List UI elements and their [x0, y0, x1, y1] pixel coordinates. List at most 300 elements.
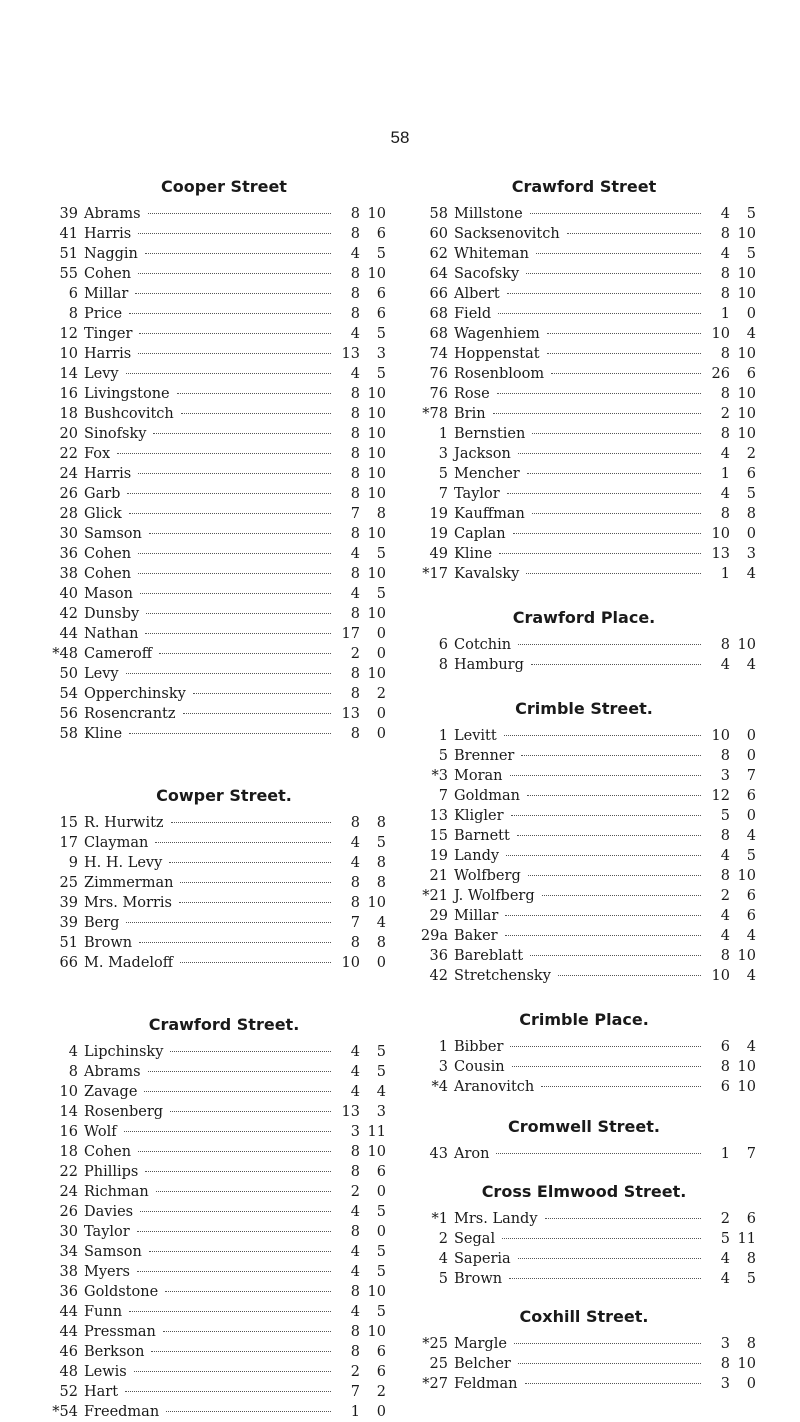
list-item — [412, 1229, 756, 1249]
dot-leader — [506, 855, 701, 856]
resident-name: Cousin — [454, 1059, 505, 1075]
house-number: *3 — [431, 768, 448, 784]
list-item — [42, 364, 386, 384]
house-number: 44 — [59, 1304, 78, 1320]
dot-leader — [129, 1311, 331, 1312]
value-major: 1 — [720, 1146, 730, 1162]
dot-leader — [117, 453, 331, 454]
resident-name: Lipchinsky — [84, 1044, 164, 1060]
resident-name: Caplan — [454, 526, 506, 542]
resident-name: Whiteman — [454, 246, 530, 262]
value-minor: 10 — [367, 446, 386, 462]
house-number: *4 — [431, 1079, 448, 1095]
section-coxhill-street — [412, 1305, 756, 1394]
resident-name: Cohen — [84, 266, 132, 282]
dot-leader — [527, 473, 701, 474]
dot-leader — [493, 413, 701, 414]
resident-name: Fox — [84, 446, 111, 462]
house-number: 76 — [429, 366, 448, 382]
value-major: 4 — [350, 326, 360, 342]
list-item — [42, 684, 386, 704]
value-minor: 10 — [367, 895, 386, 911]
value-minor: 3 — [376, 346, 386, 362]
house-number: 36 — [59, 1284, 78, 1300]
resident-name: Hoppenstat — [454, 346, 540, 362]
resident-name: Cohen — [84, 1144, 132, 1160]
dot-leader — [129, 313, 331, 314]
list-item — [412, 524, 756, 544]
list-item — [42, 464, 386, 484]
dot-leader — [146, 613, 331, 614]
value-minor: 4 — [746, 326, 756, 342]
resident-name: Cameroff — [84, 646, 153, 662]
value-major: 8 — [350, 1324, 360, 1340]
dot-leader — [526, 273, 701, 274]
resident-name: Naggin — [84, 246, 138, 262]
value-major: 3 — [720, 1376, 730, 1392]
list-item — [42, 524, 386, 544]
section-cowper-street — [42, 784, 386, 973]
house-number: 29 — [429, 908, 448, 924]
resident-name: Clayman — [84, 835, 149, 851]
value-minor: 6 — [376, 226, 386, 242]
house-number: 3 — [438, 446, 448, 462]
list-item — [42, 324, 386, 344]
house-number: 1 — [438, 426, 448, 442]
house-number: 8 — [438, 657, 448, 673]
house-number: 9 — [68, 855, 78, 871]
value-major: 4 — [350, 366, 360, 382]
value-minor: 5 — [376, 835, 386, 851]
resident-name: Nathan — [84, 626, 139, 642]
value-minor: 5 — [746, 1271, 756, 1287]
dot-leader — [518, 644, 701, 645]
resident-name: Albert — [454, 286, 500, 302]
dot-leader — [163, 1331, 331, 1332]
dot-leader — [156, 1191, 331, 1192]
dot-leader — [513, 533, 701, 534]
list-item — [412, 1144, 756, 1164]
house-number: 6 — [438, 637, 448, 653]
resident-name: Lewis — [84, 1364, 127, 1380]
value-major: 8 — [350, 446, 360, 462]
value-major: 8 — [720, 286, 730, 302]
house-number: 10 — [59, 346, 78, 362]
dot-leader — [510, 775, 702, 776]
value-minor: 0 — [746, 526, 756, 542]
resident-name: Samson — [84, 526, 142, 542]
dot-leader — [177, 393, 331, 394]
list-item — [412, 826, 756, 846]
house-number: 30 — [59, 526, 78, 542]
value-minor: 10 — [737, 426, 756, 442]
dot-leader — [124, 1131, 331, 1132]
resident-name: Millar — [454, 908, 499, 924]
house-number: 58 — [59, 726, 78, 742]
resident-name: Livingstone — [84, 386, 170, 402]
resident-name: Millar — [84, 286, 129, 302]
value-major: 4 — [350, 1244, 360, 1260]
list-item — [42, 1222, 386, 1242]
value-major: 13 — [341, 346, 360, 362]
dot-leader — [532, 433, 701, 434]
value-major: 10 — [711, 526, 730, 542]
list-item — [42, 1042, 386, 1062]
resident-name: Feldman — [454, 1376, 518, 1392]
list-item — [42, 704, 386, 724]
house-number: 21 — [429, 868, 448, 884]
value-major: 3 — [350, 1124, 360, 1140]
resident-name: Kline — [84, 726, 123, 742]
resident-name: Landy — [454, 848, 500, 864]
value-major: 8 — [350, 306, 360, 322]
value-major: 8 — [720, 266, 730, 282]
resident-name: R. Hurwitz — [84, 815, 164, 831]
resident-name: Sacksenovitch — [454, 226, 560, 242]
value-minor: 5 — [376, 366, 386, 382]
dot-leader — [497, 393, 701, 394]
value-minor: 6 — [746, 366, 756, 382]
house-number: 5 — [438, 748, 448, 764]
house-number: 66 — [429, 286, 448, 302]
dot-leader — [567, 233, 701, 234]
value-major: 8 — [350, 815, 360, 831]
list-item — [412, 635, 756, 655]
value-major: 7 — [350, 506, 360, 522]
list-item — [412, 404, 756, 424]
resident-name: Bareblatt — [454, 948, 524, 964]
list-item — [42, 604, 386, 624]
list-item — [412, 655, 756, 675]
house-number: 1 — [438, 728, 448, 744]
resident-name: M. Madeloff — [84, 955, 174, 971]
house-number: 26 — [59, 486, 78, 502]
resident-name: Wolf — [84, 1124, 117, 1140]
value-minor: 4 — [746, 928, 756, 944]
house-number: 36 — [429, 948, 448, 964]
value-minor: 0 — [376, 626, 386, 642]
section-cromwell-street — [412, 1115, 756, 1164]
section-title: Crimble Street. — [515, 699, 653, 718]
dot-leader — [170, 1111, 331, 1112]
dot-leader — [531, 664, 701, 665]
value-minor: 10 — [367, 406, 386, 422]
house-number: 38 — [59, 1264, 78, 1280]
resident-name: Hamburg — [454, 657, 524, 673]
dot-leader — [518, 1363, 701, 1364]
dot-leader — [180, 962, 331, 963]
house-number: 68 — [429, 306, 448, 322]
list-item — [42, 244, 386, 264]
dot-leader — [558, 975, 701, 976]
value-minor: 0 — [376, 706, 386, 722]
value-minor: 10 — [367, 666, 386, 682]
dot-leader — [125, 1391, 331, 1392]
resident-name: Opperchinsky — [84, 686, 186, 702]
house-number: 39 — [59, 206, 78, 222]
list-item — [42, 624, 386, 644]
value-minor: 7 — [746, 1146, 756, 1162]
value-minor: 0 — [376, 955, 386, 971]
value-minor: 5 — [376, 1264, 386, 1280]
value-major: 8 — [350, 875, 360, 891]
list-item — [412, 886, 756, 906]
house-number: *48 — [52, 646, 78, 662]
house-number: 74 — [429, 346, 448, 362]
resident-name: Zimmerman — [84, 875, 174, 891]
section-title: Crawford Street — [511, 177, 657, 196]
value-major: 8 — [350, 226, 360, 242]
value-major: 6 — [720, 1079, 730, 1095]
resident-name: Goldstone — [84, 1284, 159, 1300]
value-major: 5 — [720, 808, 730, 824]
house-number: 8 — [68, 306, 78, 322]
resident-name: Bushcovitch — [84, 406, 174, 422]
value-major: 8 — [720, 346, 730, 362]
value-minor: 10 — [367, 386, 386, 402]
resident-name: Funn — [84, 1304, 123, 1320]
resident-name: Harris — [84, 226, 132, 242]
list-item — [42, 404, 386, 424]
dot-leader — [138, 473, 331, 474]
section-crawford-street — [412, 175, 756, 584]
list-item — [412, 264, 756, 284]
list-item — [42, 1322, 386, 1342]
value-minor: 10 — [737, 868, 756, 884]
value-major: 5 — [720, 1231, 730, 1247]
house-number: 19 — [429, 526, 448, 542]
resident-name: Taylor — [454, 486, 500, 502]
resident-name: H. H. Levy — [84, 855, 163, 871]
dot-leader — [505, 915, 701, 916]
value-major: 8 — [350, 566, 360, 582]
value-minor: 5 — [746, 848, 756, 864]
dot-leader — [165, 1291, 331, 1292]
dot-leader — [151, 1351, 331, 1352]
list-item — [412, 484, 756, 504]
list-item — [412, 544, 756, 564]
section-crawford-place — [412, 606, 756, 675]
house-number: 56 — [59, 706, 78, 722]
value-major: 4 — [350, 1064, 360, 1080]
value-minor: 10 — [737, 386, 756, 402]
value-minor: 4 — [746, 566, 756, 582]
house-number: 26 — [59, 1204, 78, 1220]
resident-name: Dunsby — [84, 606, 140, 622]
resident-name: Levy — [84, 366, 119, 382]
value-major: 4 — [350, 855, 360, 871]
resident-name: Berkson — [84, 1344, 145, 1360]
value-minor: 11 — [737, 1231, 756, 1247]
dot-leader — [139, 333, 331, 334]
resident-name: Freedman — [84, 1404, 160, 1420]
value-major: 2 — [350, 1184, 360, 1200]
resident-name: Cohen — [84, 566, 132, 582]
resident-name: Kauffman — [454, 506, 525, 522]
resident-name: Harris — [84, 346, 132, 362]
value-minor: 10 — [367, 1324, 386, 1340]
dot-leader — [496, 1153, 701, 1154]
house-number: 51 — [59, 935, 78, 951]
house-number: *78 — [422, 406, 448, 422]
house-number: 40 — [59, 586, 78, 602]
resident-name: Phillips — [84, 1164, 139, 1180]
value-minor: 10 — [737, 948, 756, 964]
house-number: 44 — [59, 626, 78, 642]
value-major: 4 — [350, 835, 360, 851]
house-number: 18 — [59, 406, 78, 422]
dot-leader — [159, 653, 331, 654]
dot-leader — [138, 233, 331, 234]
house-number: 15 — [429, 828, 448, 844]
house-number: 66 — [59, 955, 78, 971]
resident-name: Barnett — [454, 828, 510, 844]
value-major: 10 — [711, 728, 730, 744]
dot-leader — [527, 795, 701, 796]
list-item — [412, 866, 756, 886]
value-major: 8 — [350, 1144, 360, 1160]
house-number: 19 — [429, 848, 448, 864]
house-number: 36 — [59, 546, 78, 562]
dot-leader — [526, 573, 701, 574]
value-minor: 5 — [376, 586, 386, 602]
resident-name: Margle — [454, 1336, 507, 1352]
list-item — [412, 284, 756, 304]
resident-name: Glick — [84, 506, 122, 522]
resident-name: Abrams — [84, 1064, 141, 1080]
value-major: 8 — [720, 748, 730, 764]
value-minor: 5 — [746, 246, 756, 262]
list-item — [42, 544, 386, 564]
resident-name: Saperia — [454, 1251, 511, 1267]
dot-leader — [551, 373, 701, 374]
section-title: Cross Elmwood Street. — [481, 1182, 687, 1201]
resident-name: Taylor — [84, 1224, 130, 1240]
value-major: 8 — [720, 868, 730, 884]
value-major: 8 — [350, 1284, 360, 1300]
value-minor: 8 — [376, 855, 386, 871]
list-item — [42, 424, 386, 444]
house-number: 41 — [59, 226, 78, 242]
house-number: 14 — [59, 1104, 78, 1120]
value-major: 12 — [711, 788, 730, 804]
value-minor: 4 — [376, 1084, 386, 1100]
resident-name: Kline — [454, 546, 493, 562]
house-number: 50 — [59, 666, 78, 682]
value-major: 13 — [341, 1104, 360, 1120]
list-item — [42, 1102, 386, 1122]
resident-name: Millstone — [454, 206, 523, 222]
dot-leader — [511, 815, 701, 816]
dot-leader — [504, 735, 701, 736]
list-item — [42, 484, 386, 504]
dot-leader — [138, 1151, 331, 1152]
section-title: Crawford Place. — [512, 608, 656, 627]
list-item — [42, 1082, 386, 1102]
dot-leader — [140, 1211, 331, 1212]
resident-name: Aranovitch — [454, 1079, 535, 1095]
house-number: 19 — [429, 506, 448, 522]
dot-leader — [509, 1278, 701, 1279]
value-major: 13 — [341, 706, 360, 722]
section-title: Coxhill Street. — [519, 1307, 649, 1326]
section-title: Cooper Street — [161, 177, 287, 196]
resident-name: Goldman — [454, 788, 520, 804]
value-minor: 6 — [376, 286, 386, 302]
list-item — [412, 444, 756, 464]
dot-leader — [512, 1066, 701, 1067]
house-number: 5 — [438, 466, 448, 482]
value-minor: 10 — [737, 637, 756, 653]
list-item — [412, 906, 756, 926]
house-number: *1 — [431, 1211, 448, 1227]
value-minor: 3 — [746, 546, 756, 562]
value-major: 1 — [350, 1404, 360, 1420]
list-item — [42, 504, 386, 524]
resident-name: Pressman — [84, 1324, 156, 1340]
value-major: 4 — [720, 928, 730, 944]
list-item — [412, 1374, 756, 1394]
house-number: 22 — [59, 446, 78, 462]
value-minor: 10 — [737, 286, 756, 302]
value-major: 8 — [720, 1059, 730, 1075]
value-minor: 10 — [737, 406, 756, 422]
dot-leader — [149, 1251, 331, 1252]
value-minor: 6 — [746, 788, 756, 804]
value-minor: 5 — [376, 1244, 386, 1260]
dot-leader — [545, 1218, 701, 1219]
value-major: 4 — [350, 1304, 360, 1320]
list-item — [412, 1354, 756, 1374]
value-major: 8 — [350, 526, 360, 542]
list-item — [42, 1202, 386, 1222]
dot-leader — [547, 353, 701, 354]
value-minor: 2 — [746, 446, 756, 462]
value-minor: 0 — [376, 1404, 386, 1420]
dot-leader — [542, 895, 701, 896]
dot-leader — [541, 1086, 701, 1087]
value-minor: 4 — [746, 657, 756, 673]
value-major: 13 — [711, 546, 730, 562]
list-item — [42, 664, 386, 684]
list-item — [412, 726, 756, 746]
list-item — [42, 284, 386, 304]
house-number: 16 — [59, 1124, 78, 1140]
list-item — [42, 264, 386, 284]
resident-name: Jackson — [454, 446, 511, 462]
list-item — [412, 786, 756, 806]
list-item — [42, 584, 386, 604]
list-item — [412, 344, 756, 364]
section-crimble-place — [412, 1008, 756, 1097]
value-major: 8 — [350, 935, 360, 951]
list-item — [42, 724, 386, 744]
house-number: 24 — [59, 466, 78, 482]
right-column — [412, 175, 756, 1394]
dot-leader — [518, 1258, 701, 1259]
list-item — [412, 384, 756, 404]
value-major: 8 — [350, 466, 360, 482]
value-minor: 10 — [367, 1144, 386, 1160]
left-column — [42, 175, 386, 1422]
value-major: 8 — [350, 666, 360, 682]
value-major: 4 — [720, 206, 730, 222]
list-item — [412, 364, 756, 384]
dot-leader — [129, 733, 331, 734]
dot-leader — [153, 433, 331, 434]
resident-name: Brin — [454, 406, 486, 422]
value-minor: 10 — [737, 266, 756, 282]
